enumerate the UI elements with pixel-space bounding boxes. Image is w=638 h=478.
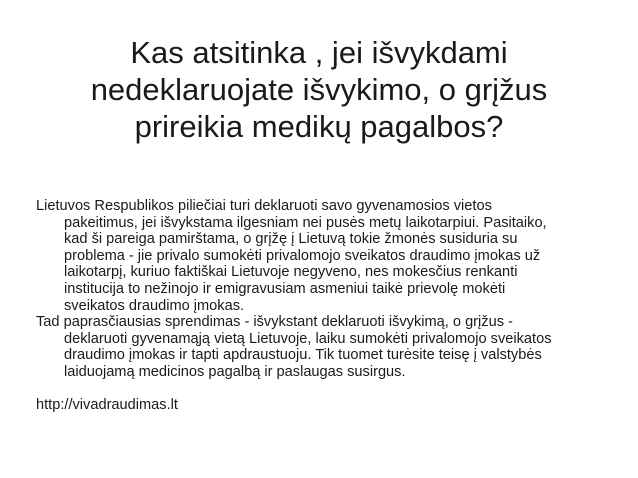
- paragraph-1-line-2: pakeitimus, jei išvykstama ilgesniam nei pusės metų laikotarpiui. Pasitaiko,: [64, 214, 547, 231]
- paragraph-solution: [36, 314, 616, 380]
- paragraph-1-line-3: kad ši pareiga pamirštama, o grįžę į Lietuvą tokie žmonės susiduria su: [64, 231, 518, 248]
- paragraph-1-line-6: institucija to nežinojo ir emigravusiam asmeniui taikė prievolę mokėti: [64, 280, 506, 297]
- slide-body: [36, 198, 616, 413]
- title-line-3: prireikia medikų pagalbos?: [134, 109, 504, 144]
- title-line-2: nedeklaruojate išvykimo, o grįžus: [90, 72, 548, 107]
- paragraph-1-line-7: sveikatos draudimo įmokas.: [64, 297, 245, 314]
- paragraph-2-line-3: draudimo įmokas ir tapti apdraustuoju. Tik tuomet turėsite teisę į valstybės: [64, 347, 542, 364]
- paragraph-1-line-4: problema - jie privalo sumokėti privalomojo sveikatos draudimo įmokas už: [64, 247, 541, 264]
- paragraph-2-line-4: laiduojamą medicinos pagalbą ir paslaugas susirgus.: [64, 363, 406, 380]
- title-line-1: Kas atsitinka , jei išvykdami: [130, 35, 508, 70]
- website-link[interactable]: http://vivadraudimas.lt: [36, 396, 178, 413]
- paragraph-1-line-1: Lietuvos Respublikos piliečiai turi deklaruoti savo gyvenamosios vietos: [36, 198, 492, 214]
- paragraph-1-line-5: laikotarpį, kuriuo faktiškai Lietuvoje negyveno, nes mokesčius renkanti: [64, 264, 518, 281]
- slide-title: [30, 34, 608, 145]
- paragraph-declaration-duty: [36, 198, 616, 314]
- paragraph-2-line-1: Tad paprasčiausias sprendimas - išvykstant deklaruoti išvykimą, o grįžus -: [36, 314, 513, 331]
- paragraph-2-line-2: deklaruoti gyvenamąją vietą Lietuvoje, laiku sumokėti privalomojo sveikatos: [64, 330, 552, 347]
